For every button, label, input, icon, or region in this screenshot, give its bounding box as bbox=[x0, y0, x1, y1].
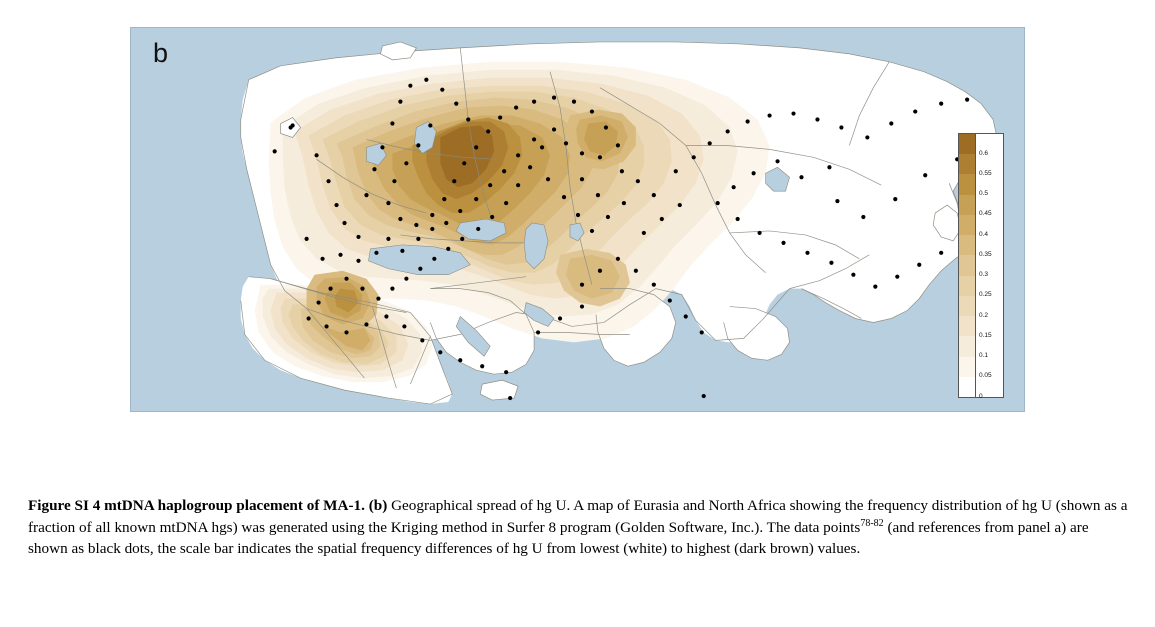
figure-panel-b bbox=[130, 27, 1025, 412]
scale-tick-label: 0.3 bbox=[979, 271, 989, 279]
scale-swatch bbox=[959, 134, 976, 154]
scale-swatch bbox=[959, 316, 976, 336]
scale-tick-label: 0.05 bbox=[979, 372, 992, 380]
caption-text-part-2: (and references from panel a) are shown as black dots, the scale bar indicates the spatial frequency differences of hg U from lowest (white) to highest (dark brown) values. bbox=[28, 518, 1089, 558]
scale-swatch bbox=[959, 296, 976, 316]
scale-swatch bbox=[959, 195, 976, 215]
scale-swatch bbox=[959, 377, 976, 397]
scale-tick-label: 0.4 bbox=[979, 230, 989, 238]
scale-row bbox=[959, 357, 1003, 380]
frequency-scale-bar bbox=[958, 133, 1004, 398]
panel-label-b: b bbox=[153, 38, 169, 68]
scale-swatch bbox=[959, 174, 976, 194]
scale-swatch bbox=[959, 357, 976, 377]
eurasia-hgu-frequency-map bbox=[131, 28, 1024, 411]
scale-tick-label: 0.25 bbox=[979, 291, 992, 299]
scale-swatch bbox=[959, 276, 976, 296]
scale-tick-label: 0.1 bbox=[979, 352, 989, 360]
scale-tick-label: 0.5 bbox=[979, 190, 989, 198]
caption-panel-tag: (b) bbox=[368, 497, 388, 514]
scale-row bbox=[959, 235, 1003, 258]
scale-row bbox=[959, 316, 1003, 339]
scale-row bbox=[959, 174, 1003, 198]
scale-tick-label: 0.55 bbox=[979, 169, 992, 177]
scale-tick-label: 0 bbox=[979, 392, 983, 400]
scale-tick-label: 0.2 bbox=[979, 311, 989, 319]
scale-row bbox=[959, 377, 1003, 400]
scale-swatch bbox=[959, 255, 976, 275]
figure-caption bbox=[28, 495, 1128, 560]
scale-swatch bbox=[959, 235, 976, 255]
scale-swatch bbox=[959, 215, 976, 235]
scale-row bbox=[959, 255, 1003, 279]
scale-tick-label: 0.45 bbox=[979, 210, 992, 218]
scale-swatch bbox=[959, 336, 976, 356]
scale-tick-label: 0.35 bbox=[979, 250, 992, 258]
scale-row bbox=[959, 154, 1003, 177]
scale-row bbox=[959, 296, 1003, 319]
caption-text-part-1: Geographical spread of hg U. A map of Eurasia and North Africa showing the frequency distribution of hg U (shown as a fraction of all known mtDNA hgs) was generated using the Kriging method in Surfer 8 program (Golden Software, Inc.). The data points bbox=[28, 497, 1128, 536]
scale-tick-label: 0.15 bbox=[979, 331, 992, 339]
scale-tick-label: 0.6 bbox=[979, 149, 989, 157]
scale-row bbox=[959, 215, 1003, 238]
scale-row bbox=[959, 336, 1003, 360]
caption-bold-lead: Figure SI 4 mtDNA haplogroup placement of MA-1. bbox=[28, 497, 365, 514]
scale-swatch bbox=[959, 154, 976, 174]
scale-row bbox=[959, 195, 1003, 218]
caption-reference-superscript: 78-82 bbox=[860, 517, 884, 529]
scale-row bbox=[959, 134, 1003, 157]
scale-row bbox=[959, 276, 1003, 299]
